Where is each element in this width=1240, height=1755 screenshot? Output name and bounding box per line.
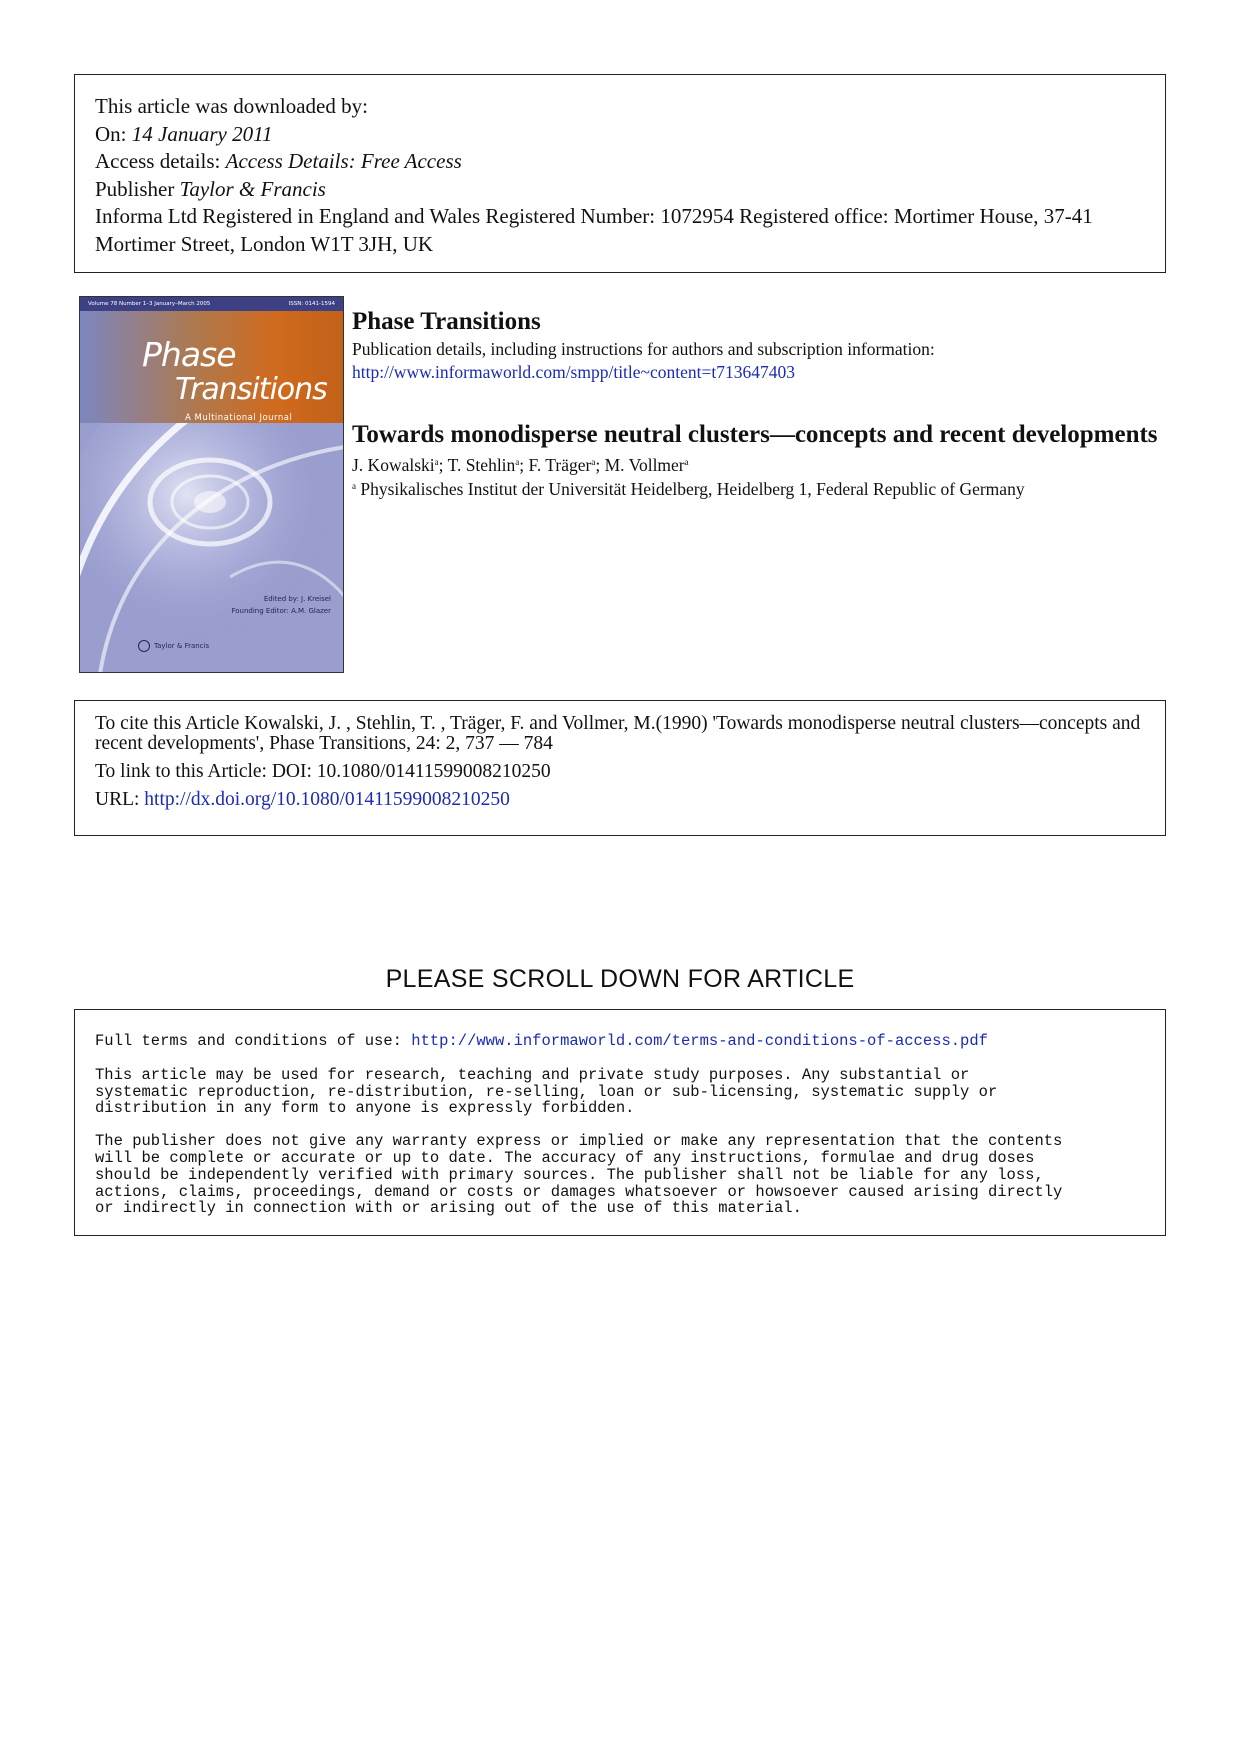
- cover-subtitle: A Multinational Journal: [185, 413, 293, 423]
- terms-line: systematic reproduction, re-distribution, re-selling, loan or sub-licensing, systematic supply or: [95, 1082, 998, 1101]
- author-name: F. Träger: [528, 455, 592, 475]
- terms-paragraph-warranty: [95, 1133, 1145, 1217]
- journal-title: Phase Transitions: [352, 308, 541, 335]
- journal-info: [352, 306, 1172, 499]
- publisher-line: [95, 176, 1145, 204]
- download-info-box: [74, 74, 1166, 273]
- publisher-logo-icon: [138, 640, 150, 652]
- author-name: T. Stehlin: [447, 455, 516, 475]
- terms-paragraph-usage: [95, 1067, 1145, 1117]
- doi-url-link[interactable]: http://dx.doi.org/10.1080/01411599008210250: [144, 789, 510, 810]
- publication-details-text: Publication details, including instructions for authors and subscription information:: [352, 339, 935, 359]
- journal-url-link[interactable]: http://www.informaworld.com/smpp/title~content=t713647403: [352, 362, 796, 382]
- citation-box: [74, 700, 1166, 836]
- publisher-label: Publisher: [95, 176, 175, 201]
- cover-founding-editor: Founding Editor: A.M. Glazer: [231, 607, 331, 615]
- cover-top-bar: [80, 297, 343, 311]
- author-affiliation-marker: a: [684, 457, 689, 467]
- terms-line: The publisher does not give any warranty express or implied or make any representation that the contents: [95, 1132, 1063, 1151]
- url-label: URL:: [95, 789, 140, 810]
- cover-issn-text: ISSN: 0141-1594: [288, 301, 335, 307]
- journal-cover-image: [79, 296, 344, 673]
- author-name: J. Kowalski: [352, 455, 435, 475]
- access-details-label: Access details:: [95, 149, 221, 173]
- cite-row: [95, 714, 1145, 754]
- doi-label: To link to this Article: DOI:: [95, 761, 312, 782]
- access-details-line: [95, 148, 1145, 176]
- author-affiliation-marker: a: [591, 457, 596, 467]
- author-affiliation-marker: a: [434, 457, 439, 467]
- terms-line: distribution in any form to anyone is expressly forbidden.: [95, 1099, 635, 1118]
- affiliation-text: Physikalisches Institut der Universität Heidelberg, Heidelberg 1, Federal Republic of Germany: [360, 479, 1025, 499]
- terms-line: actions, claims, proceedings, demand or costs or damages whatsoever or howsoever caused arising directly: [95, 1182, 1063, 1201]
- cover-editors: [231, 593, 331, 617]
- access-details-value: Access Details: Free Access: [225, 149, 462, 173]
- doi-value: 10.1080/01411599008210250: [316, 761, 551, 782]
- cover-title-line1: Phase: [142, 335, 236, 374]
- author-affiliation-marker: a: [515, 457, 520, 467]
- cite-text: Kowalski, J. , Stehlin, T. , Träger, F. and Vollmer, M.(1990) 'Towards monodisperse neutral clusters—concepts and recent developments', Phase Transitions, 24: 2, 737 — 784: [95, 713, 1141, 754]
- download-date-line: [95, 121, 1145, 149]
- cover-publisher-text: Taylor & Francis: [154, 642, 210, 650]
- cover-title-line2: Transitions: [175, 372, 327, 407]
- publisher-value: Taylor & Francis: [179, 176, 326, 201]
- terms-url-link[interactable]: http://www.informaworld.com/terms-and-conditions-of-access.pdf: [411, 1032, 988, 1050]
- cover-volume-text: Volume 78 Number 1–3 January–March 2005: [88, 301, 211, 307]
- download-date-value: 14 January 2011: [131, 121, 273, 146]
- registration-text: Informa Ltd Registered in England and Wales Registered Number: 1072954 Registered office: Mortimer House, 37-41 Mortimer Street, London W1T 3JH, UK: [95, 204, 1093, 256]
- cite-label: To cite this Article: [95, 713, 240, 734]
- downloaded-by-text: This article was downloaded by:: [95, 94, 368, 118]
- full-terms-line: [95, 1033, 1145, 1050]
- cover-publisher-logo: [138, 640, 209, 652]
- full-terms-label: Full terms and conditions of use:: [95, 1032, 402, 1050]
- doi-row: [95, 762, 1145, 782]
- article-title: Towards monodisperse neutral clusters—concepts and recent developments: [352, 421, 1158, 448]
- terms-line: will be complete or accurate or up to date. The accuracy of any instructions, formulae and drug doses: [95, 1148, 1035, 1167]
- cover-edited-by: Edited by: J. Kreisel: [263, 595, 331, 603]
- download-date-label: On:: [95, 121, 127, 146]
- affiliation-marker: a: [352, 481, 356, 491]
- terms-box: [74, 1009, 1166, 1236]
- terms-line: This article may be used for research, teaching and private study purposes. Any substantial or: [95, 1065, 970, 1084]
- scroll-down-notice: PLEASE SCROLL DOWN FOR ARTICLE: [385, 965, 855, 993]
- url-row: [95, 790, 1145, 810]
- terms-line: or indirectly in connection with or arising out of the use of this material.: [95, 1199, 802, 1218]
- author-name: M. Vollmer: [604, 455, 685, 475]
- terms-line: should be independently verified with primary sources. The publisher shall not be liable for any loss,: [95, 1165, 1044, 1184]
- author-list: J. Kowalski$^a$; T. Stehlin$^a$; F. Träger$^a$; M. Vollmer$^a$: [352, 455, 689, 475]
- affiliation-line: [352, 475, 1025, 501]
